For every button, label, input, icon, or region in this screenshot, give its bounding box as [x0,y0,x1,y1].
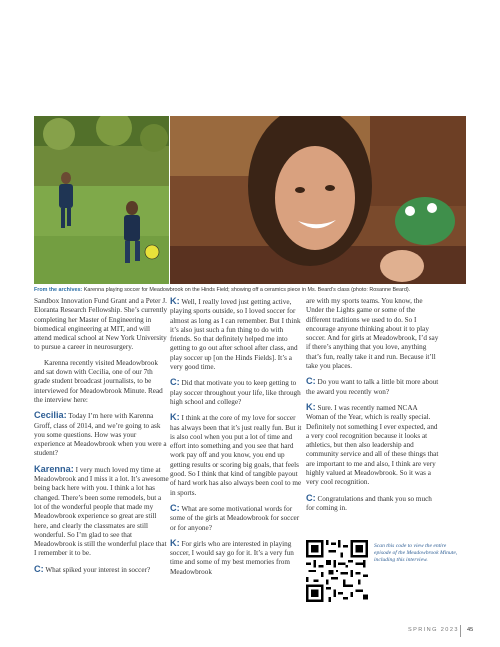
interview-text: Sure. I was recently named NCAA Woman of the Year, which is really special. Definitely not something I ever expected, and a very cool recognition because it looks at athletics, but then also leadership and community service and all of these things that are important to me and also, I think are very highly valued at Meadowbrook. So it was a very cool recognition. [306,403,439,487]
speaker-label: Cecilia: [34,410,67,421]
intro-paragraph: Sandbox Innovation Fund Grant and a Peter J. Eloranta Research Fellowship. She’s currently completing her Master of Engineering in biomedical engineering at MIT, and will attend medical school at New York University to pursue a career in neurosurgery. [34,297,168,352]
interview-text: I very much loved my time at Meadowbrook and I miss it a lot. It’s awesome being back here with you. I think a lot has changed. There’s been some remodels, but a lot of the wonderful people that made my Meadowbrook experience so great are still here, and clearly the classmates are still wonderful. So I’m glad to see that Meadowbrook is still the wonderful place that I remember it to be. [34,465,169,558]
interview-text: Congratulations and thank you so much for coming in. [306,494,432,512]
article-column-2 [170,297,305,583]
speaker-label: C: [306,376,316,387]
interview-exchange [170,378,305,407]
interview-exchange [170,504,305,533]
interview-exchange [170,297,305,372]
article-column-1 [34,297,169,581]
speaker-label: K: [170,537,180,548]
speaker-label: C: [170,377,180,388]
footer-divider [460,625,461,637]
page-number: 45 [467,627,474,633]
interview-text: What spiked your interest in soccer? [43,565,151,574]
soccer-photo [34,116,169,284]
ceramics-photo [170,116,466,284]
speaker-label: Karenna: [34,463,74,474]
speaker-label: C: [34,563,44,574]
interview-exchange [34,411,169,458]
interview-exchange [34,465,169,559]
interview-text: I think at the core of my love for soccer has always been that it’s just really fun. But it is also cool when you put a lot of time and effort into something and you see that hard work pay off and you know, you end up getting results or scoring big goals, that feels good. So I think that kind of tangible payout of hard work has also always been cool to me in sports. [170,414,302,497]
speaker-label: K: [170,412,180,423]
interview-text: Well, I really loved just getting active, playing sports outside, so I loved soccer for almost as long as I can remember. But I think it’s also just such a fun thing to do with friends. So that definitely helped me into getting to go out after school after class, and play soccer up [on the Hinds Fields]. It’s a very good time. [170,298,301,372]
caption-label: From the archives: [34,287,83,293]
speaker-label: C: [170,502,180,513]
caption-text: Karenna playing soccer for Meadowbrook on the Hinds Field; showing off a ceramics piece in Ms. Beard’s class (photo: Rosanne Beard). [82,287,411,293]
interview-text: Do you want to talk a little bit more about the award you recently won? [306,378,439,396]
speaker-label: K: [306,401,316,412]
speaker-label: K: [170,296,180,306]
interview-text: Did that motivate you to keep getting to play soccer throughout your life, like through high school and college? [170,379,301,406]
interview-exchange [306,377,441,397]
photo-strip [0,116,500,284]
visit-paragraph: Karenna recently visited Meadowbrook and sat down with Cecilia, one of our 7th grade student broadcast journalists, to be interviewed for Meadowbrook Minute. Read the interview here: [34,358,163,404]
article-column-3 [306,297,441,519]
interview-exchange [170,539,305,577]
speaker-label: C: [306,492,316,503]
qr-instructions: Scan this code to view the entire episode of the Meadowbrook Minute, including this interview. [374,543,458,564]
interview-exchange [170,413,305,498]
photo-caption [34,287,474,293]
issue-season: SPRING 2023 [408,627,459,633]
interview-continuation: are with my sports teams. You know, the Under the Lights game or some of the different traditions we used to do. So I encourage anyone thinking about it to play soccer. And for girls at Meadowbrook, I’d say if there’s anything that you love, anything that’s fun, really take it and run. Because it’ll take you places. [306,297,439,371]
interview-exchange [306,494,441,514]
interview-exchange [306,403,441,488]
interview-text: For girls who are interested in playing soccer, I would say go for it. It’s a very fun time and some of my best memories from Meadowbrook [170,539,294,576]
qr-block [306,540,466,605]
interview-text: Today I’m here with Karenna Groff, class of 2014, and we’re going to ask you some questions. How was your experience at Meadowbrook when you were a student? [34,412,167,458]
interview-text: What are some motivational words for some of the girls at Meadowbrook for soccer or for anyone? [170,504,300,532]
qr-code[interactable] [306,540,368,602]
interview-exchange [34,565,169,575]
page-footer [404,625,480,637]
